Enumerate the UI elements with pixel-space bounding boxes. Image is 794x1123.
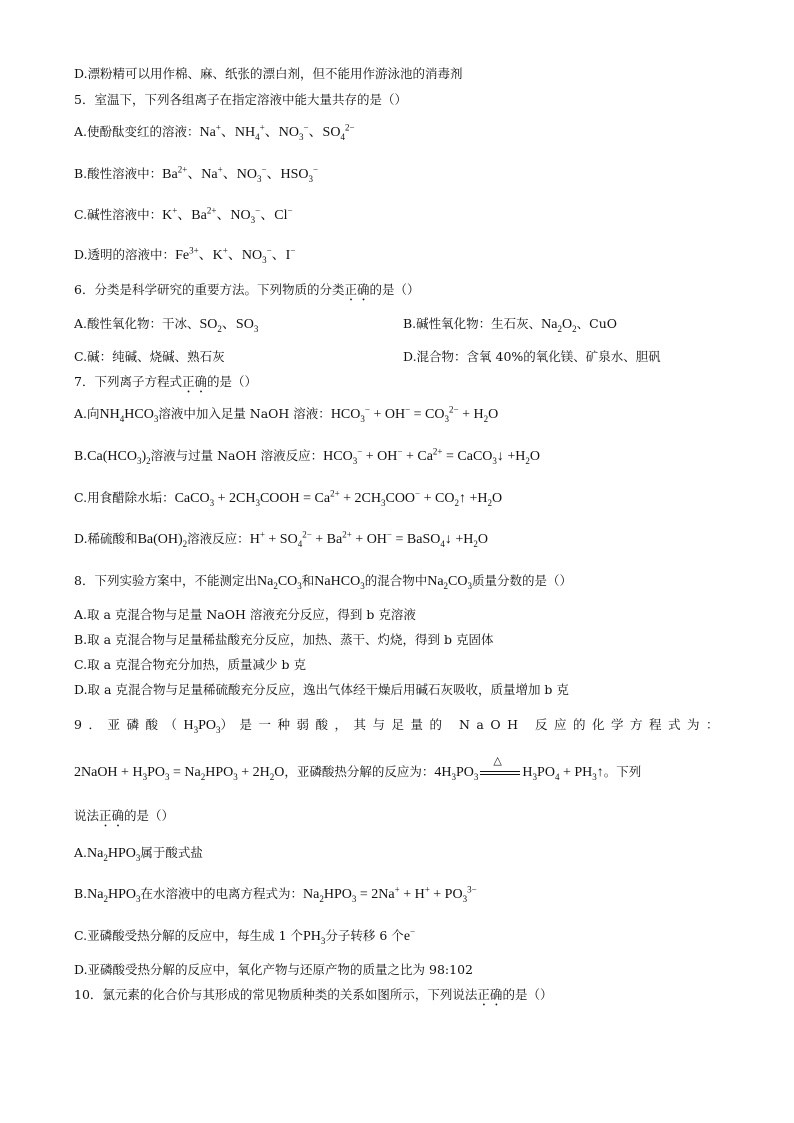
q5-option-a: A.使酚酞变红的溶液：Na+、$NH_4^+$、$NO_3^-$、$SO_4^{2-}$ xyxy=(74,122,355,142)
q9-option-b: $B.Na_2HPO_3$在水溶液中的电离方程式为：$Na_2HPO_3 = 2Na^+ + H^+ + PO_3^{3-}$ xyxy=(74,884,477,904)
q8-stem: 8．下列实验方案中，不能测定出$Na_2CO_3$和NaHCO$_3$的混合物中$Na_2CO_3$质量分数的是（） xyxy=(74,573,572,591)
q5-option-d: D.透明的溶液中：$Fe^{3+}$、K+、$NO_3^-$、I− xyxy=(74,245,296,265)
q9-option-a: $A.Na_2HPO_3$属于酸式盐 xyxy=(74,845,203,863)
q6-option-b: B.碱性氧化物：生石灰、$Na_2O_2$、CuO xyxy=(403,316,617,334)
q8-option-b: B.取 a 克混合物与足量稀盐酸充分反应，加热、蒸干、灼烧，得到 b 克固体 xyxy=(74,632,494,647)
q9-option-d: D.亚磷酸受热分解的反应中，氧化产物与还原产物的质量之比为 98:102 xyxy=(74,962,474,977)
q9-stem-line1: 9．亚磷酸$(H_3PO_3)$是一种弱酸，其与足量的 NaOH 反应的化学方程式为： xyxy=(74,717,725,735)
q8-emphasis: 不能 xyxy=(194,573,220,588)
q10-emphasis: 正确 xyxy=(477,987,503,1002)
q6-stem: 6．分类是科学研究的重要方法。下列物质的分类正确的是（） xyxy=(74,282,420,297)
q6-option-d: D.混合物：含氧 40%的氧化镁、矿泉水、胆矾 xyxy=(403,349,661,364)
heating-condition-arrow: △ xyxy=(480,763,520,777)
q10-stem: 10．氯元素的化合价与其形成的常见物质种类的关系如图所示，下列说法正确的是（） xyxy=(74,987,553,1002)
q7-option-c: C.用食醋除水垢：CaCO$_3$ + $2CH_3COOH = Ca^{2+} + 2CH_3COO^-$ + $CO_2↑ +H_2O$ xyxy=(74,488,503,508)
q9-stem-line2: 2NaOH + $H_3PO_3 = Na_2HPO_3 + 2H_2O$，亚磷酸热分解的反应为：$4H_3PO_3$ △ $H_3PO_4$ + $PH_3↑$。下列 xyxy=(74,754,642,782)
q7-option-b: $B.Ca(HCO_3)_2$溶液与过量 NaOH 溶液反应：$HCO_3^- + OH^- + Ca^{2+}$ = CaCO$_3$↓ $+H_2O$ xyxy=(74,446,541,466)
q9-emphasis: 正确 xyxy=(99,808,125,823)
q5-option-b: B.酸性溶液中：$Ba^{2+}$、Na+、$NO_3^-$、$HSO_3^-$ xyxy=(74,164,319,184)
q8-option-d: D.取 a 克混合物与足量稀硫酸充分反应，逸出气体经干燥后用碱石灰吸收，质量增加 b 克 xyxy=(74,682,569,697)
q9-option-c: C.亚磷酸受热分解的反应中，每生成 1 个$PH_3$分子转移 6 个e− xyxy=(74,926,416,946)
q8-option-a: A.取 a 克混合物与足量 NaOH 溶液充分反应，得到 b 克溶液 xyxy=(74,607,416,622)
q6-option-a: A.酸性氧化物：干冰、$SO_2$、$SO_3$ xyxy=(74,316,259,334)
q7-stem: 7．下列离子方程式正确的是（） xyxy=(74,374,257,389)
q5-stem: 5．室温下，下列各组离子在指定溶液中能大量共存的是（） xyxy=(74,92,407,107)
q6-option-c: C.碱：纯碱、烧碱、熟石灰 xyxy=(74,349,225,364)
q7-option-a: A.向$NH_4HCO_3$溶液中加入足量 NaOH 溶液：$HCO_3^- + OH^- = CO_3^{2-} + H_2O$ xyxy=(74,404,499,424)
q8-option-c: C.取 a 克混合物充分加热，质量减少 b 克 xyxy=(74,657,306,672)
q7-option-d: D.稀硫酸和$Ba(OH)_2$溶液反应：$H^+ + SO_4^{2-} + Ba^{2+} + OH^-$ = BaSO$_4$↓ $+H_2O$ xyxy=(74,529,488,549)
q5-option-c: C.碱性溶液中：K+、$Ba^{2+}$、$NO_3^-$、Cl− xyxy=(74,205,293,225)
q6-emphasis: 正确 xyxy=(344,282,370,297)
q4-option-d: D.漂粉精可以用作棉、麻、纸张的漂白剂，但不能用作游泳池的消毒剂 xyxy=(74,66,463,81)
q9-stem-line3: 说法正确的是（） xyxy=(74,808,175,823)
q7-emphasis: 正确 xyxy=(181,374,207,389)
